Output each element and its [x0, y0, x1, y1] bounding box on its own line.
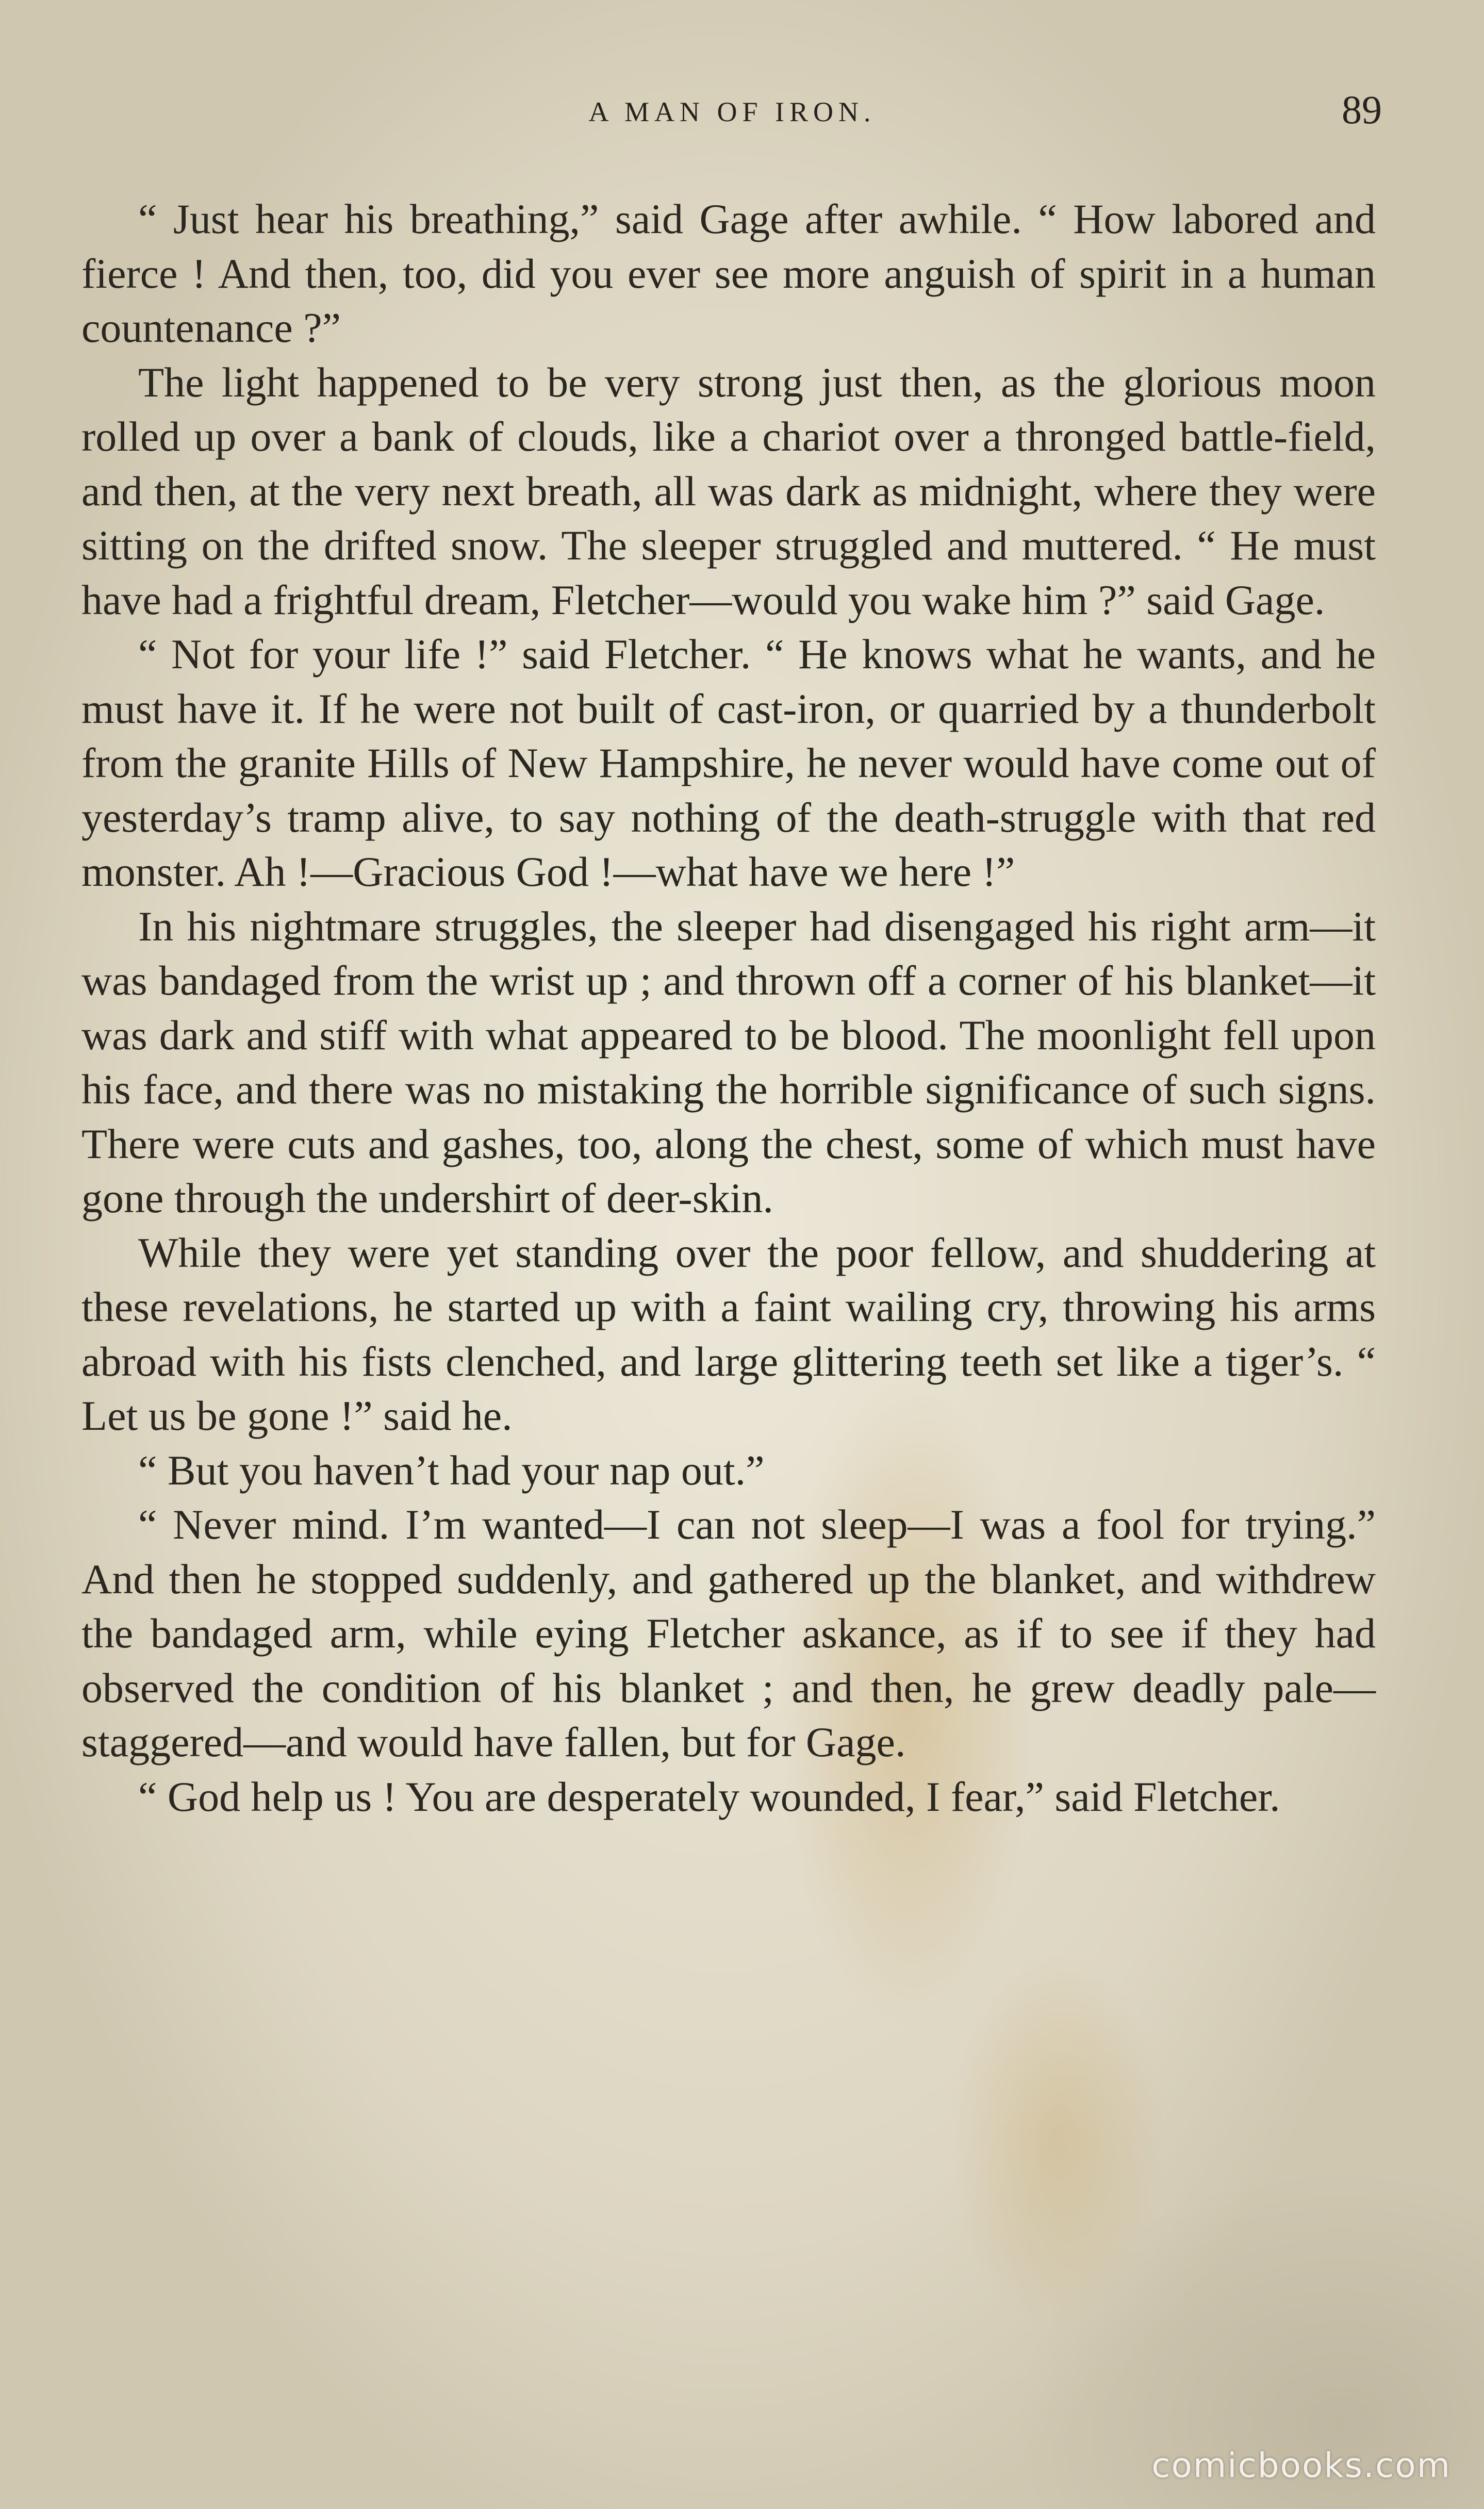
- watermark: comicbooks.com: [1151, 2446, 1451, 2485]
- paragraph: In his nightmare struggles, the sleeper had disengaged his right arm—it was bandaged from the wrist up ; and thrown off a corner of his blanket—it was dark and stiff with what appeared to be blood. The moonlight fell upon his face, and there was no mistaking the horrible significance of such signs. There were cuts and gashes, too, along the chest, some of which must have gone through the undershirt of deer-skin.: [81, 902, 1376, 1222]
- running-head: A MAN OF IRON.: [588, 96, 876, 127]
- paragraph: “ Just hear his breathing,” said Gage after awhile. “ How labored and fierce ! And then, too, did you ever see more anguish of spirit in a human countenance ?”: [81, 195, 1376, 351]
- body-text: [81, 192, 1376, 1824]
- paragraph: “ Not for your life !” said Fletcher. “ He knows what he wants, and he must have it. If he were not built of cast-iron, or quarried by a thunderbolt from the granite Hills of New Hampshire, he never would have come out of yesterday’s tramp alive, to say nothing of the death-struggle with that red monster. Ah !—Gracious God !—what have we here !”: [81, 631, 1376, 895]
- paragraph: “ God help us ! You are desperately wounded, I fear,” said Fletcher.: [138, 1773, 1280, 1820]
- page-header: [83, 87, 1382, 148]
- page-number: 89: [1342, 87, 1382, 132]
- paragraph: “ Never mind. I’m wanted—I can not sleep—I was a fool for trying.” And then he stopped suddenly, and gathered up the blanket, and withdrew the bandaged arm, while eying Fletcher askance, as if to see if they had observed the condition of his blanket ; and then, he grew deadly pale—staggered—and would have fallen, but for Gage.: [81, 1501, 1376, 1765]
- paragraph: The light happened to be very strong just then, as the glorious moon rolled up over a bank of clouds, like a chariot over a thronged battle-field, and then, at the very next breath, all was dark as midnight, where they were sitting on the drifted snow. The sleeper struggled and muttered. “ He must have had a frightful dream, Fletcher—would you wake him ?” said Gage.: [81, 358, 1376, 623]
- paragraph: While they were yet standing over the poor fellow, and shuddering at these revelations, he started up with a faint wailing cry, throwing his arms abroad with his fists clenched, and large glittering teeth set like a tiger’s. “ Let us be gone !” said he.: [81, 1229, 1376, 1439]
- paragraph: “ But you haven’t had your nap out.”: [138, 1446, 765, 1494]
